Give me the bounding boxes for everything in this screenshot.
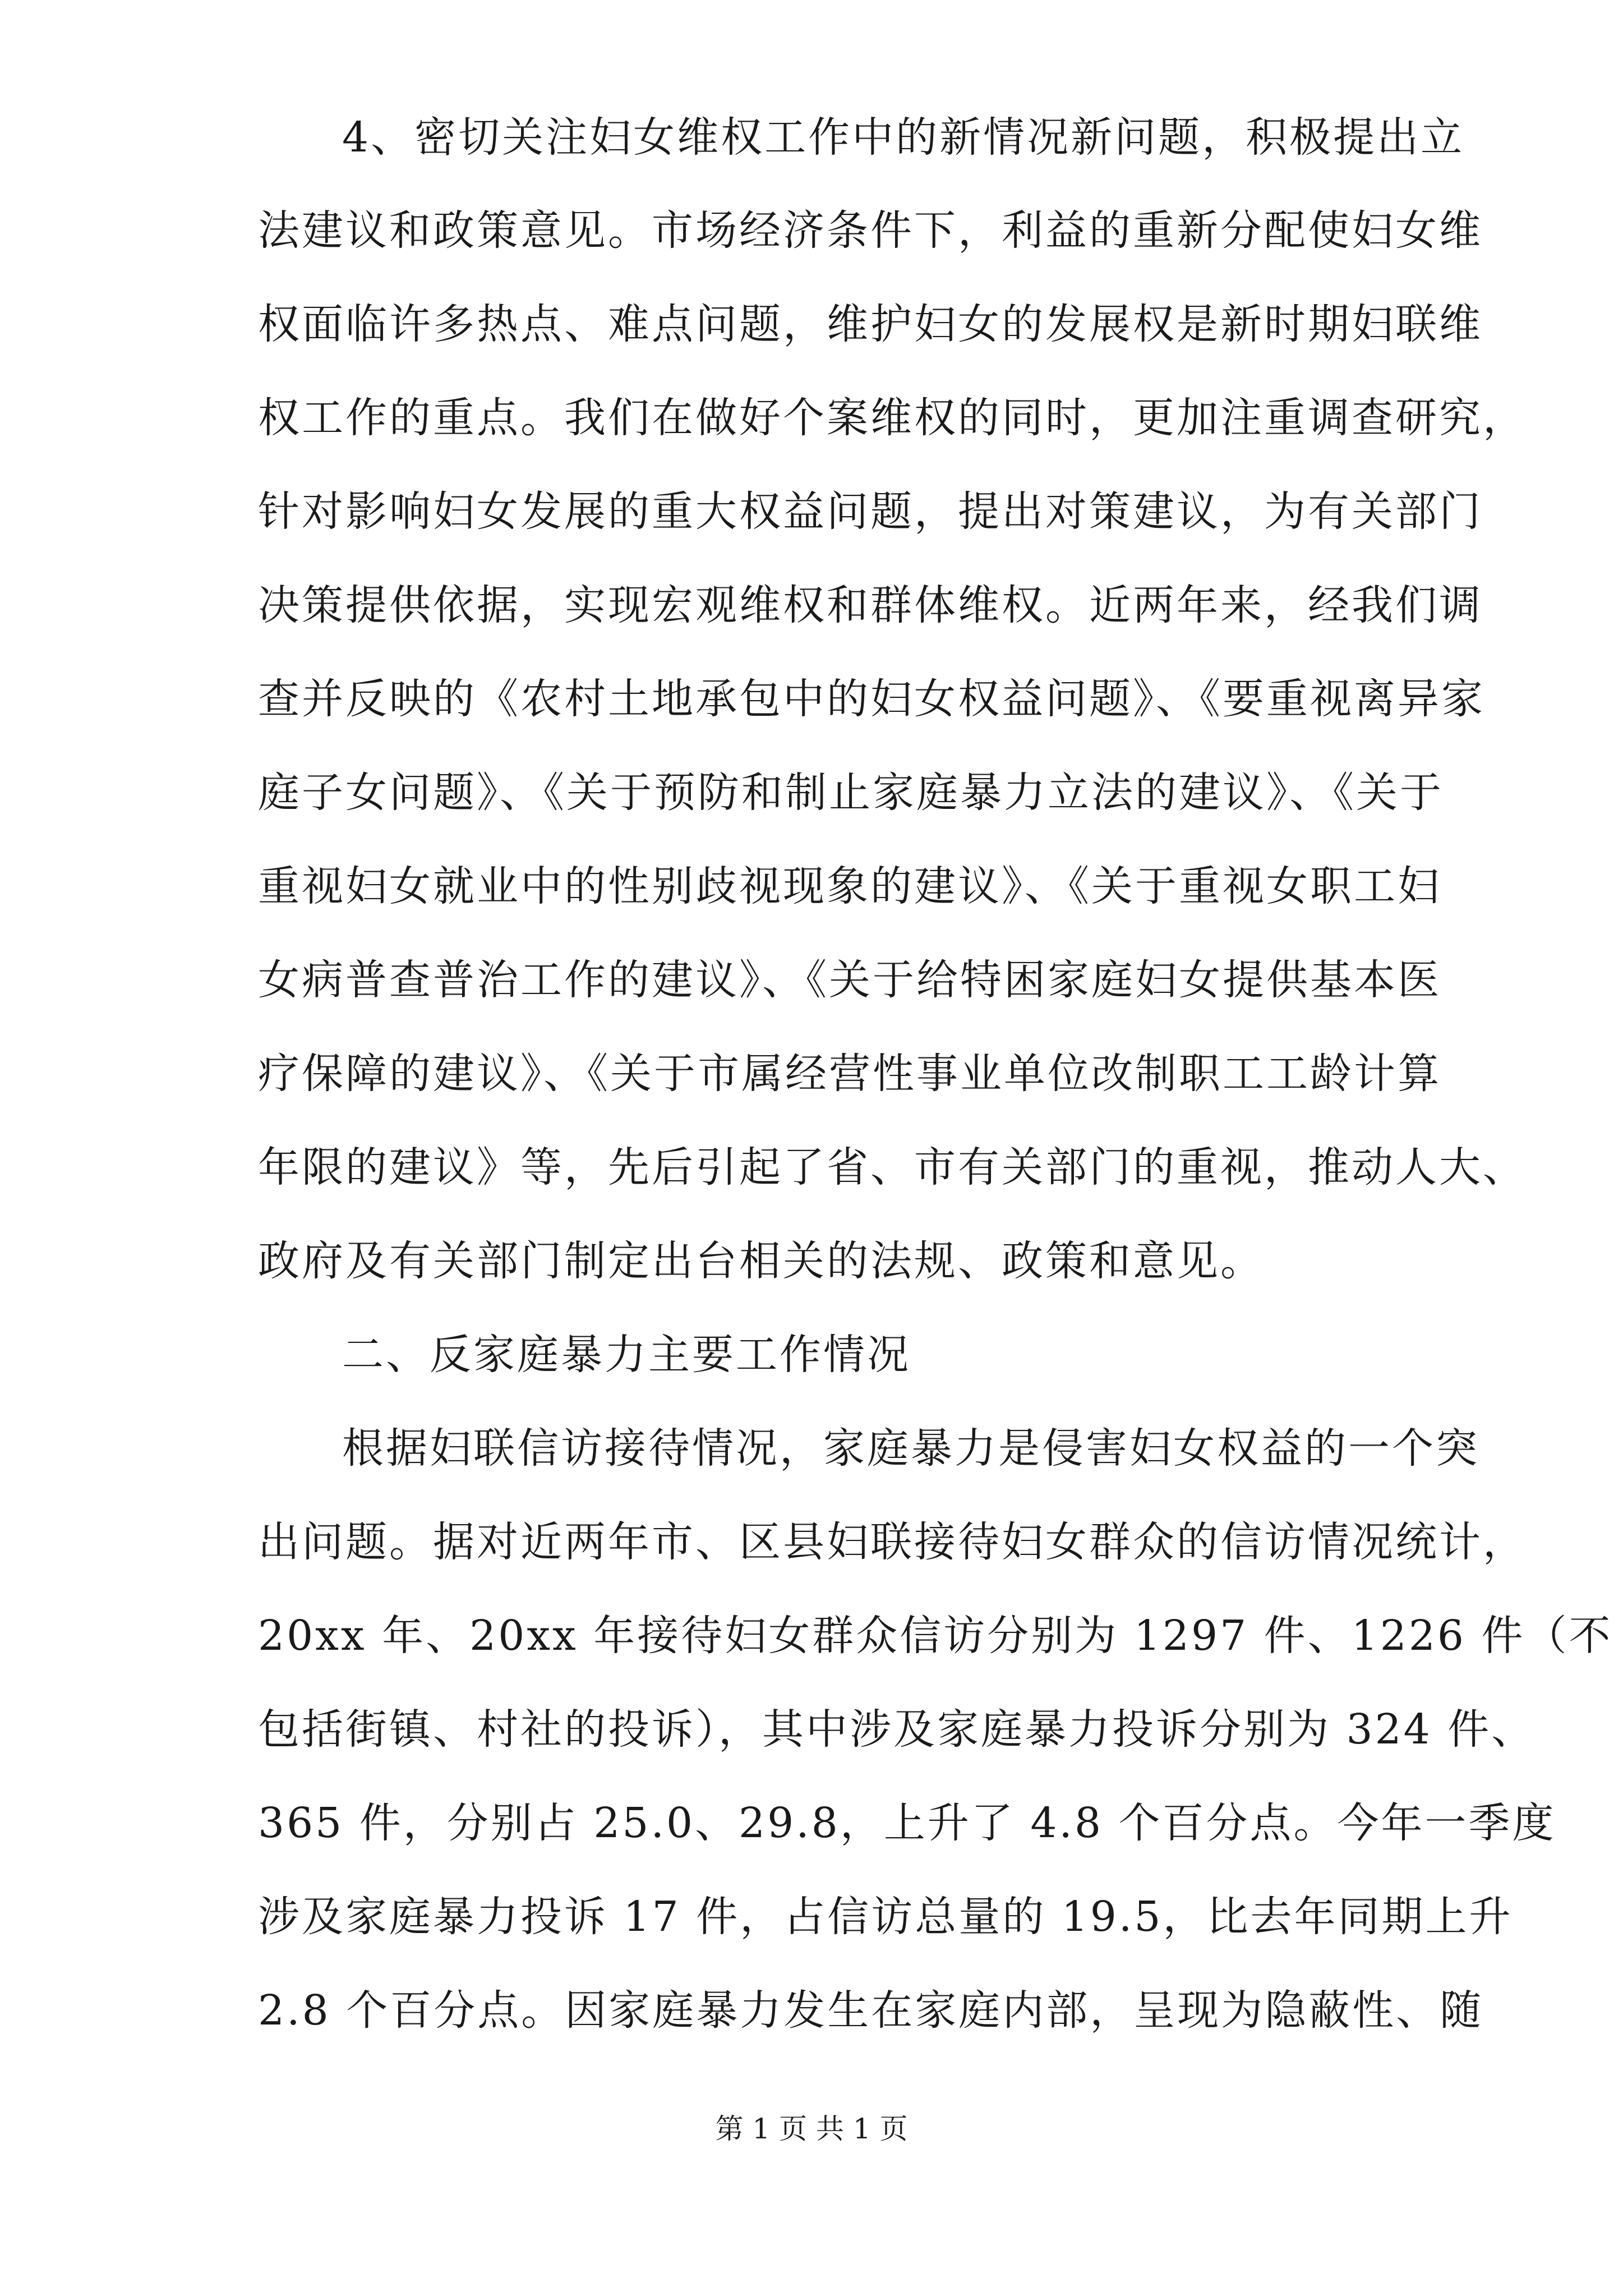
paragraph-line: 365 件，分别占 25.0、29.8，上升了 4.8 个百分点。今年一季度 — [258, 1799, 1556, 1847]
paragraph-line: 20xx 年、20xx 年接待妇女群众信访分别为 1297 件、1226 件（不 — [258, 1612, 1613, 1660]
paragraph-line: 涉及家庭暴力投诉 17 件，占信访总量的 19.5，比去年同期上升 — [258, 1893, 1513, 1941]
paragraph-line: 4、密切关注妇女维权工作中的新情况新问题，积极提出立 — [342, 113, 1465, 162]
paragraph-line: 根据妇联信访接待情况，家庭暴力是侵害妇女权益的一个突 — [342, 1424, 1479, 1473]
paragraph-line: 权面临许多热点、难点问题，维护妇女的发展权是新时期妇联维 — [258, 300, 1483, 348]
paragraph-line: 针对影响妇女发展的重大权益问题，提出对策建议，为有关部门 — [258, 487, 1483, 536]
paragraph-line: 2.8 个百分点。因家庭暴力发生在家庭内部，呈现为隐蔽性、随 — [258, 1986, 1484, 2035]
paragraph-line: 年限的建议》等，先后引起了省、市有关部门的重视，推动人大、 — [258, 1143, 1527, 1191]
paragraph-line: 权工作的重点。我们在做好个案维权的同时，更加注重调查研究， — [258, 394, 1527, 442]
paragraph-line: 查并反映的《农村土地承包中的妇女权益问题》、《要重视离异家 — [258, 675, 1485, 723]
paragraph-line: 重视妇女就业中的性别歧视现象的建议》、《关于重视女职工妇 — [258, 862, 1441, 910]
page-number-footer: 第 1 页 共 1 页 — [715, 2113, 908, 2145]
paragraph-line: 决策提供依据，实现宏观维权和群体维权。近两年来，经我们调 — [258, 581, 1483, 629]
paragraph-line: 庭子女问题》、《关于预防和制止家庭暴力立法的建议》、《关于 — [258, 769, 1444, 817]
paragraph-line: 包括街镇、村社的投诉），其中涉及家庭暴力投诉分别为 324 件、 — [258, 1705, 1536, 1754]
section-heading: 二、反家庭暴力主要工作情况 — [342, 1331, 911, 1379]
paragraph-line: 女病普查普治工作的建议》、《关于给特困家庭妇女提供基本医 — [258, 956, 1441, 1004]
paragraph-line: 出问题。据对近两年市、区县妇联接待妇女群众的信访情况统计， — [258, 1518, 1527, 1566]
paragraph-line: 法建议和政策意见。市场经济条件下，利益的重新分配使妇女维 — [258, 206, 1483, 255]
paragraph-line: 疗保障的建议》、《关于市属经营性事业单位改制职工工龄计算 — [258, 1050, 1441, 1098]
paragraph-line: 政府及有关部门制定出台相关的法规、政策和意见。 — [258, 1237, 1264, 1285]
